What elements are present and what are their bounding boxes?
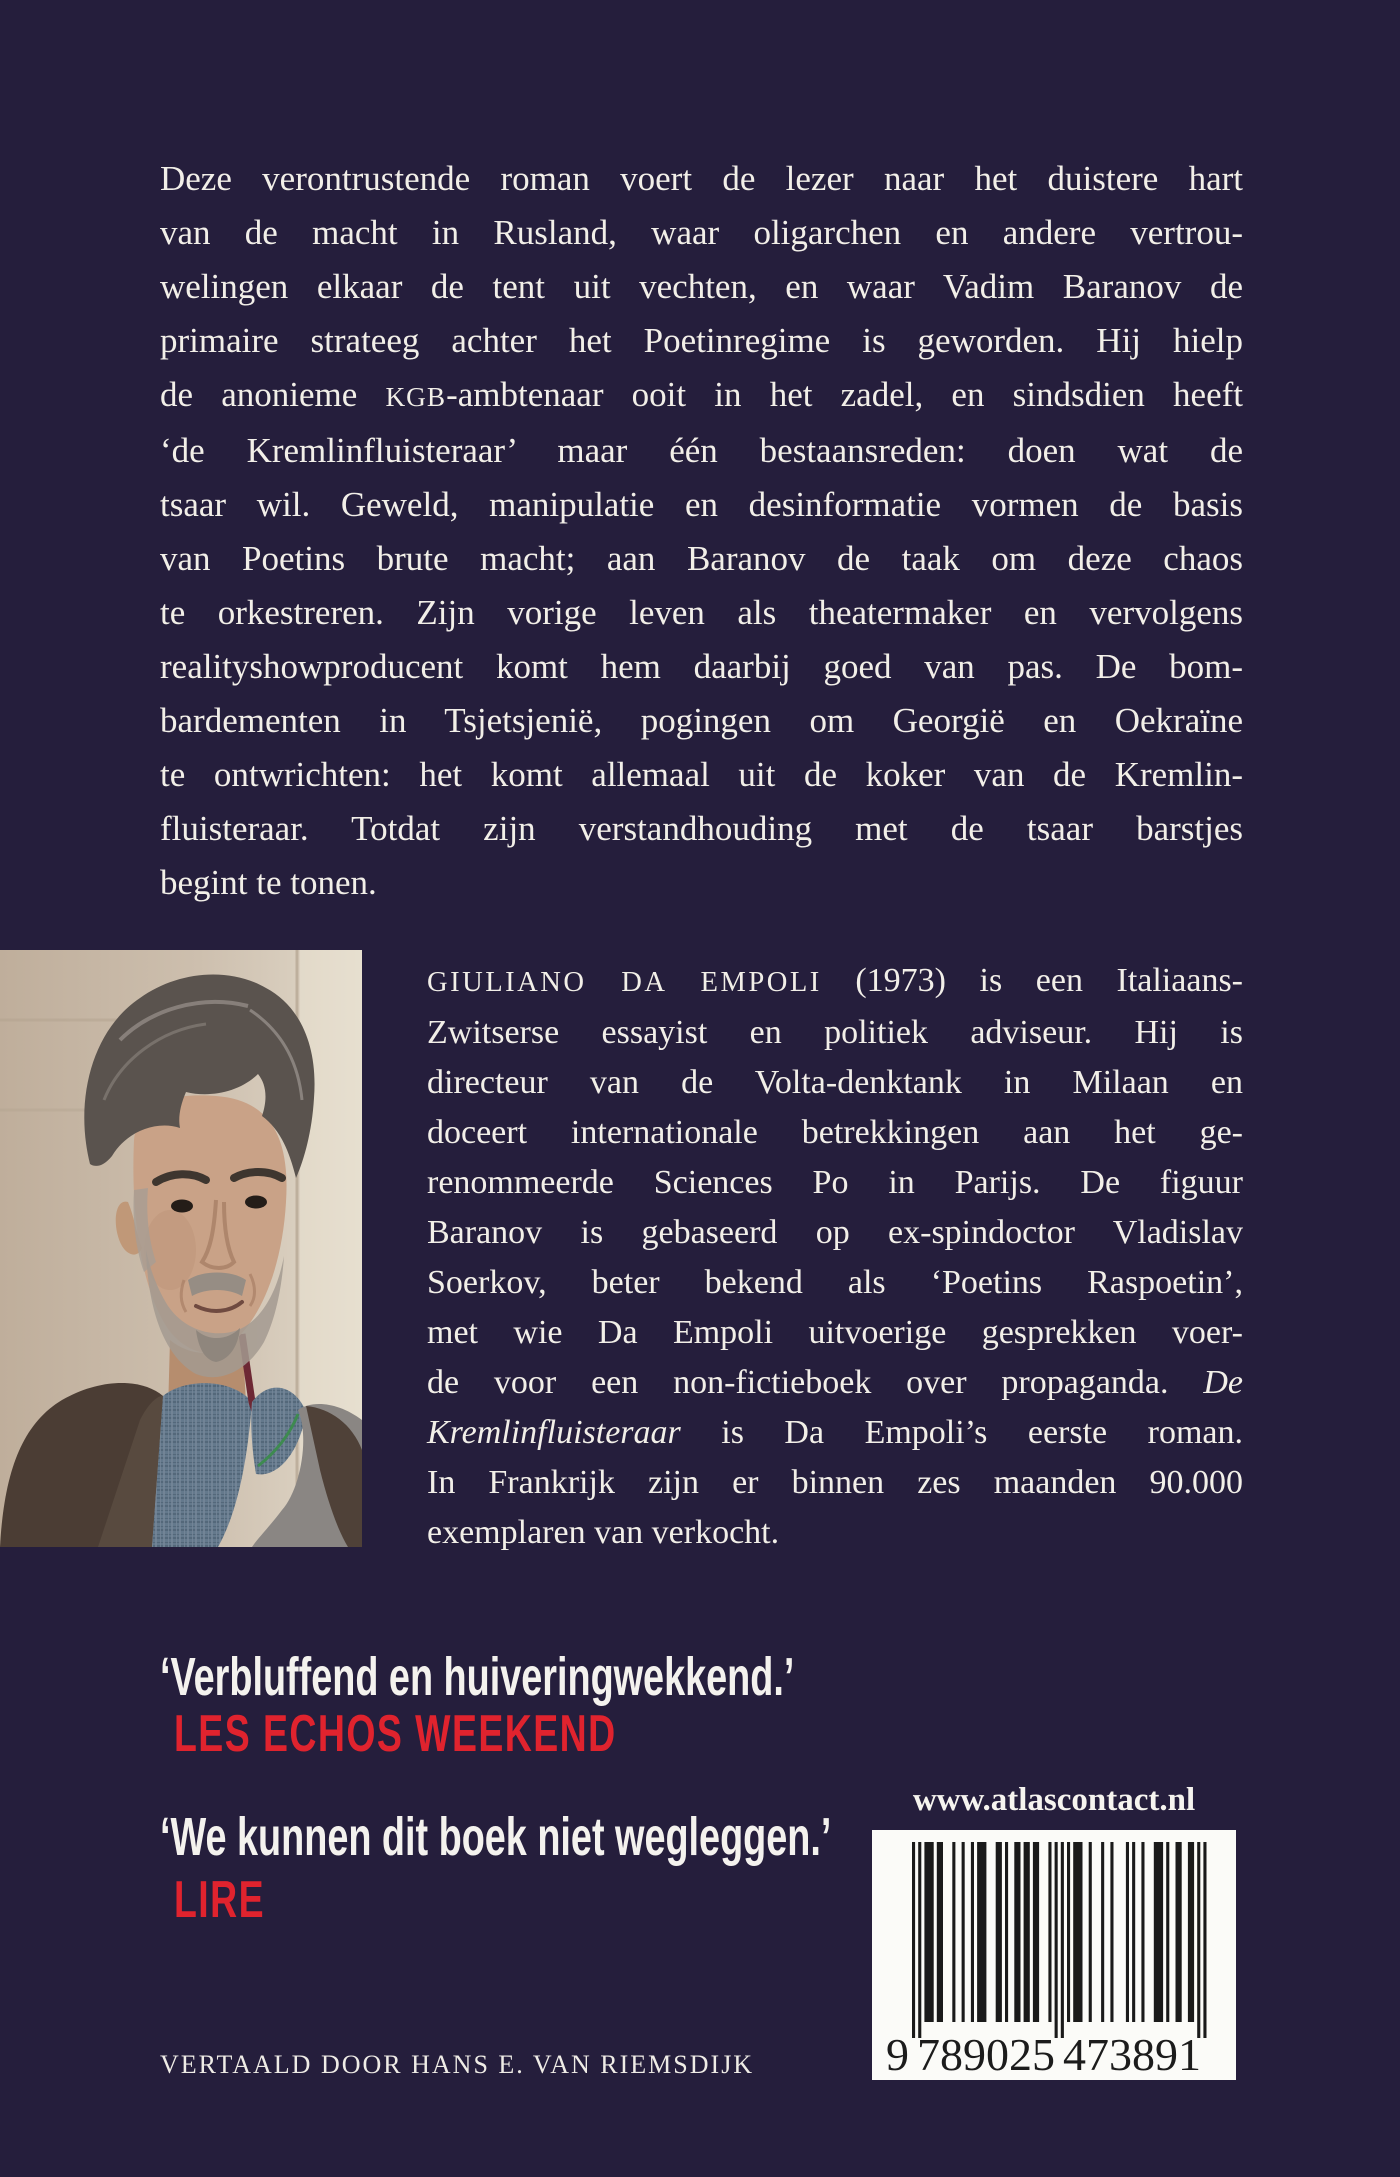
isbn-digit-first: 9: [886, 2029, 909, 2080]
author-bio: GIULIANO DA EMPOLI (1973) is een Italiaans- Zwitserse essayist en politiek adviseur. Hij is directeur van de Volta-denktank in Milaan en doceert internationale betrekkingen aan het ge- renommeerde Sciences Po in Parijs. De figuur Baranov is gebaseerd op ex-spindoctor Vladislav Soerkov, beter bekend als ‘Poetins Raspoetin’, met wie Da Empoli uitvoerige gesprekken voer- de voor een non-fictieboek over propaganda. De Kremlinfluisteraar is Da Empoli’s eerste roman. In Frankrijk zijn er binnen zes maanden 90.000 exemplaren van verkocht.: [427, 962, 1243, 1551]
description-text: Deze verontrustende roman voert de lezer naar het duistere hart van de macht in Rusland, waar oligarchen en andere vertrou- welingen elkaar de tent uit vechten, en waar Vadim Baranov de primaire strateeg achter het Poetinregime is geworden. Hij hielp de anonieme KGB-ambtenaar ooit in het zadel, en sindsdien heeft ‘de Kremlinfluisteraar’ maar één bestaansreden: doen wat de tsaar wil. Geweld, manipulatie en desinformatie vormen de basis van Poetins brute macht; aan Baranov de taak om deze chaos te orkestreren. Zijn vorige leven als theatermaker en vervolgens realityshowproducent komt hem daarbij goed van pas. De bom- bardementen in Tsjetsjenië, pogingen om Georgië en Oekraïne te ontwrichten: het komt allemaal uit de koker van de Kremlin- fluisteraar. Totdat zijn verstandhouding met de tsaar barstjes begint te tonen.: [160, 159, 1243, 902]
isbn-digit-group2: 473891: [1063, 2029, 1201, 2080]
author-photo: [0, 950, 362, 1547]
publisher-website-url: www.atlascontact.nl: [912, 1782, 1196, 1818]
translator-credit: VERTAALD DOOR HANS E. VAN RIEMSDIJK: [160, 2050, 755, 2079]
isbn-digit-group1: 789025: [917, 2029, 1055, 2080]
press-quote-1: ‘Verbluffend en huiveringwekkend.’: [160, 1647, 795, 1707]
isbn-barcode: [872, 1830, 1236, 2080]
press-quote-1-source: LES ECHOS WEEKEND: [174, 1705, 617, 1763]
barcode-bars: [912, 1842, 1207, 2038]
press-quote-2: ‘We kunnen dit boek niet wegleggen.’: [160, 1807, 832, 1867]
press-quote-2-source: LIRE: [174, 1871, 266, 1929]
